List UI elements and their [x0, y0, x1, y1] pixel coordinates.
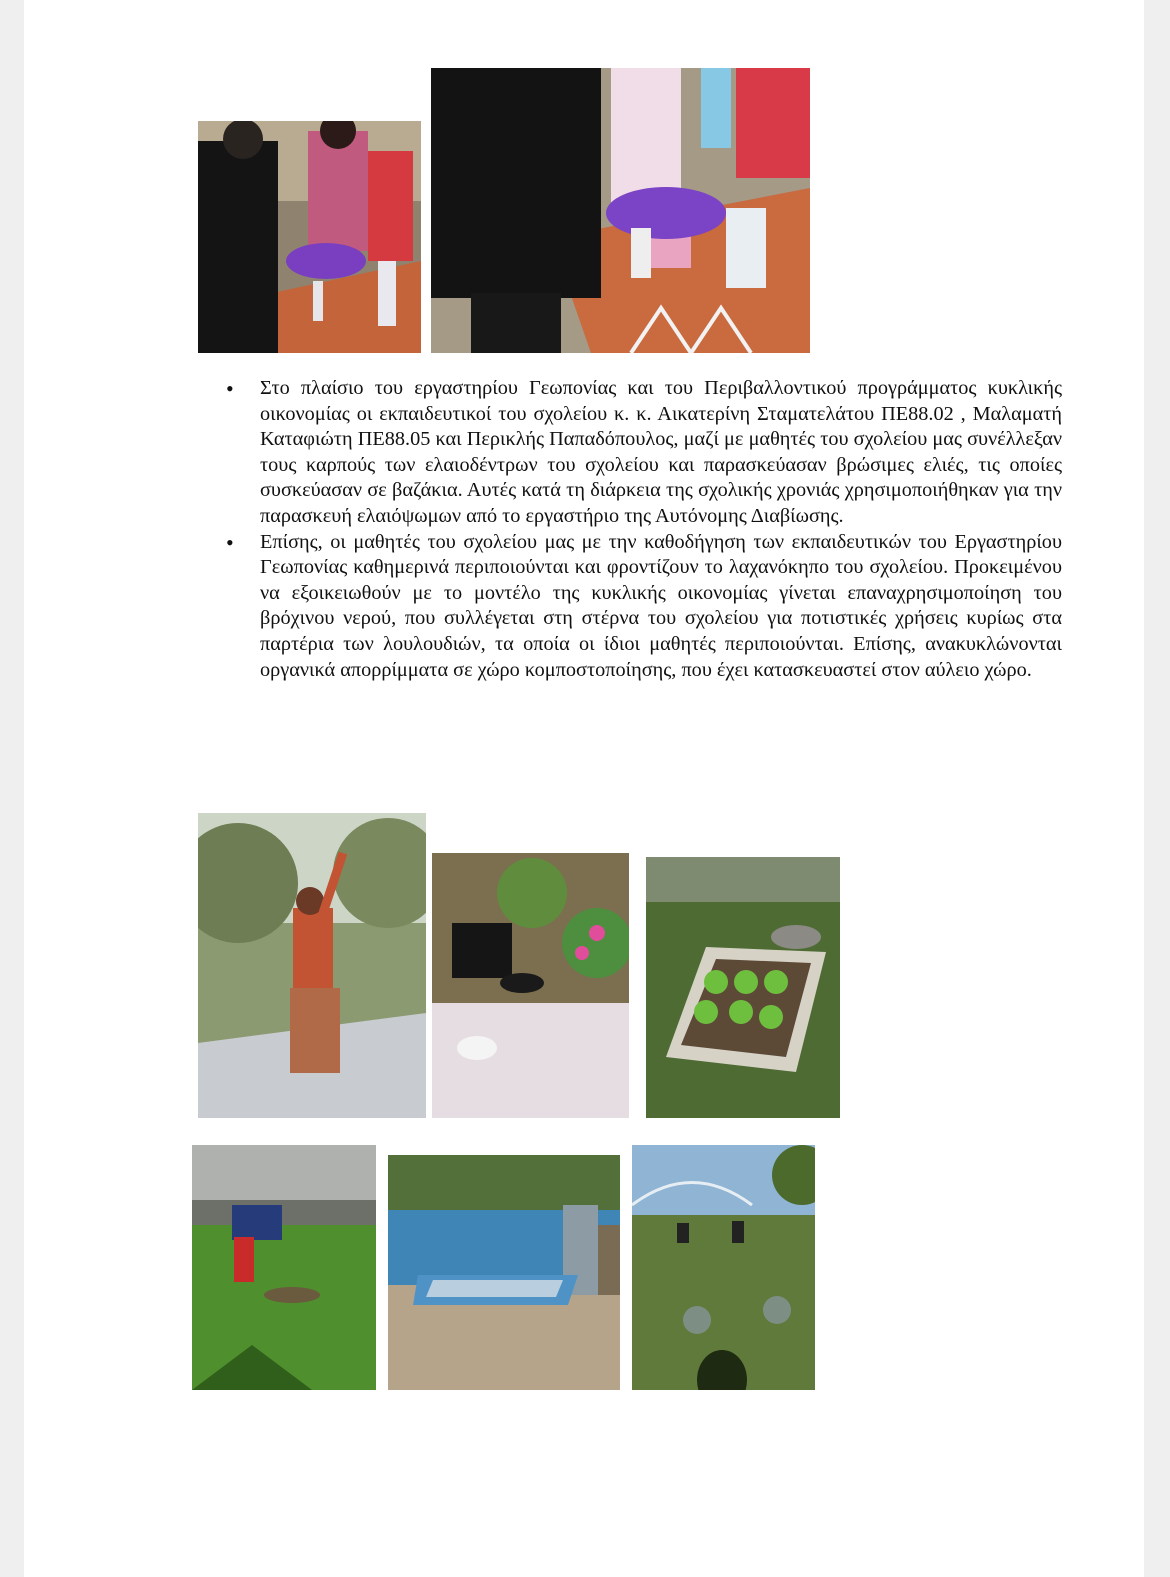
photo-student-planting — [192, 1145, 376, 1390]
bullet-vegetable-garden: • Επίσης, οι μαθητές του σχολείου μας με την καθοδήγηση των εκπαιδευτικών του Εργαστηρίου Γεωπονίας καθημερινά περιποιούνται και φροντίζουν το λαχανόκηπο του σχολείου. Προκειμένου να εξοικειωθούν με το μοντέλο της κυκλικής οικονομίας γίνεται επαναχρησιμοποίηση του βρόχινου νερού, που συλλέγεται στη στέρνα του σχολείου για ποτιστικές χρήσεις κυρίως στα παρτέρια των λουλουδιών, τα οποία οι ίδιοι μαθητές περιποιούνται. Επίσης, ανακυκλώνονται οργανικά απορρίμματα σε χώρο κομποστοποίησης, που έχει κατασκευαστεί στον αύλειο χώρο. — [222, 530, 1062, 684]
photo-greenhouse-garden — [632, 1145, 815, 1390]
bullet-list — [222, 376, 1062, 683]
photo-olive-preparation-small — [198, 121, 421, 353]
bullet-olives: • Στο πλαίσιο του εργαστηρίου Γεωπονίας και του Περιβαλλοντικού προγράμματος κυκλικής οικονομίας οι εκπαιδευτικοί του σχολείου κ. κ. Αικατερίνη Σταματελάτου ΠΕ88.02 , Μαλαματή Καταφιώτη ΠΕ88.05 και Περικλής Παπαδόπουλος, μαζί με μαθητές του σχολείου μας συνέλλεξαν τους καρπούς των ελαιοδέντρων του σχολείου και παρασκεύασαν βρώσιμες ελιές, τις οποίες συσκεύασαν σε βαζάκια. Αυτές κατά τη διάρκεια της σχολικής χρονιάς χρησιμοποιήθηκαν για την παρασκευή ελαιόψωμων από το εργαστήριο της Αυτόνομης Διαβίωσης. — [222, 376, 1062, 530]
photo-girl-watering-plant — [198, 813, 426, 1118]
body-text — [222, 376, 1062, 683]
photo-lettuce-garden — [646, 857, 840, 1118]
document-page — [24, 0, 1144, 1577]
photo-olive-preparation-large — [431, 68, 810, 353]
photo-boy-gardening — [432, 853, 629, 1118]
photo-rainwater-cistern — [388, 1155, 620, 1390]
